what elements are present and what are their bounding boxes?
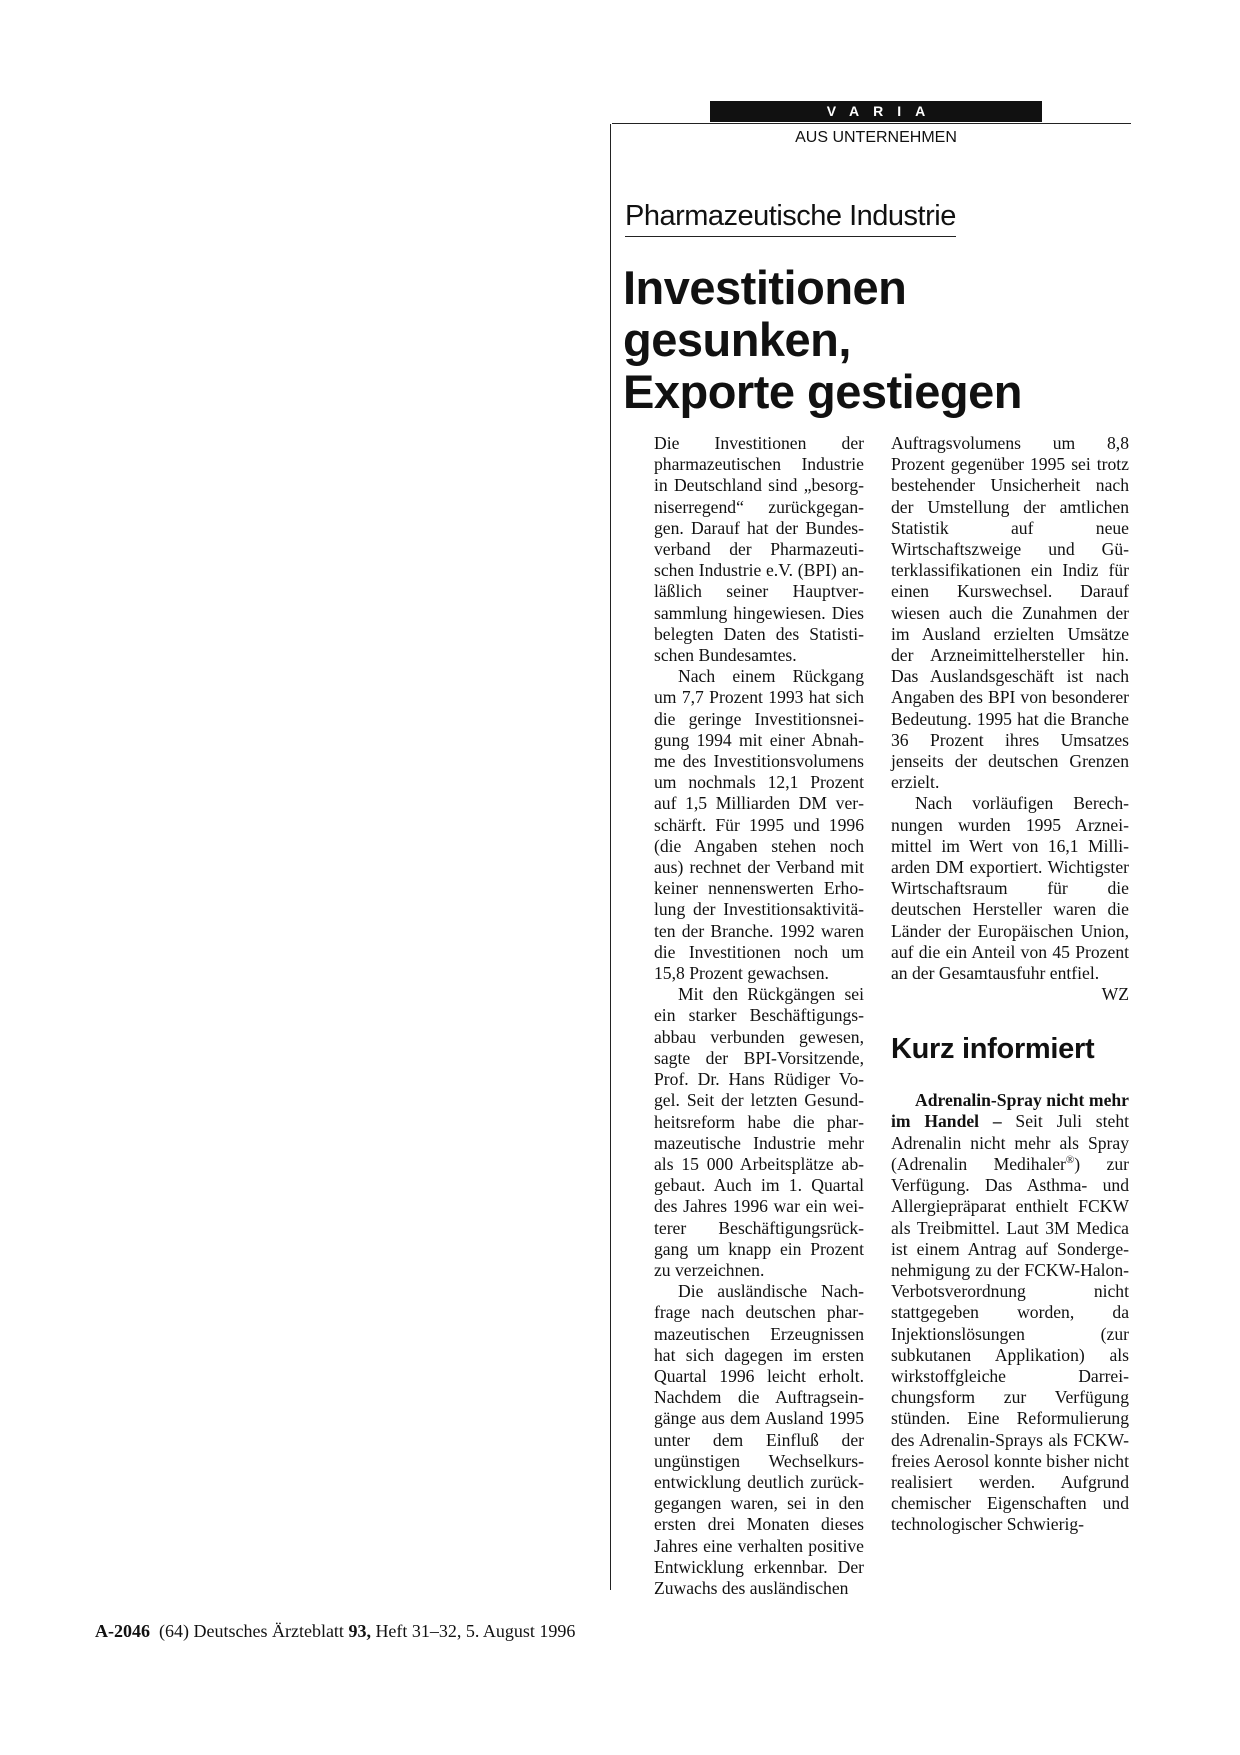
- issue-date: Heft 31–32, 5. August 1996: [375, 1621, 576, 1641]
- headline-line: Investitionen: [623, 261, 907, 314]
- kurz-text: Seit Juli steht Adrenalin nicht mehr als Spray (Adrenalin Medihaler: [891, 1111, 1130, 1174]
- article-column-right: [891, 433, 1129, 1536]
- header-rule: [612, 123, 1131, 124]
- article-paragraph: Auftragsvolumens um 8,8 Prozent gegenüber 1995 sei trotz bestehender Unsicherheit nach der Umstellung der amtlichen Statistik auf neue Wirtschaftszweige und Güterklassifikationen ein Indiz für einen Kurswechsel. Darauf wiesen auch die Zunahmen der im Ausland erzielten Umsätze der Arzneimittelhersteller hin. Das Auslandsgeschäft ist nach Angaben des BPI von besonderer Bedeutung. 1995 hat die Branche 36 Prozent ihres Umsatzes jenseits der deutschen Grenzen erzielt.: [891, 433, 1129, 793]
- article-paragraph: Nach einem Rückgang um 7,7 Prozent 1993 hat sich die geringe Investitionsneigung 1994 mit einer Abnahme des Investitionsvolumens um nochmals 12,1 Prozent auf 1,5 Milliarden DM verschärft. Für 1995 und 1996 (die Angaben stehen noch aus) rechnet der Verband mit keiner nennenswerten Erholung der Investitionsaktivitäten der Branche. 1992 waren die Investitionen noch um 15,8 Prozent gewachsen.: [654, 666, 864, 984]
- section-bar: VARIA: [710, 101, 1042, 122]
- headline-line: Exporte gestiegen: [623, 365, 1022, 418]
- journal-name: (64) Deutsches Ärzteblatt: [159, 1621, 344, 1641]
- registered-mark: ®: [1065, 1154, 1075, 1167]
- kurz-informiert-heading: Kurz informiert: [891, 1033, 1095, 1066]
- kurz-paragraph: [891, 1090, 1129, 1535]
- column-rule: [610, 124, 611, 1590]
- article-headline: [623, 262, 1123, 418]
- page-number: A-2046: [95, 1621, 150, 1641]
- subsection-label: AUS UNTERNEHMEN: [795, 129, 957, 146]
- article-paragraph: Die Investitionen der pharmazeutischen Industrie in Deutschland sind „besorgniserregend“ zurückgegangen. Darauf hat der Bundesverband der Pharmazeutischen Industrie e.V. (BPI) anläßlich seiner Hauptversammlung hingewiesen. Dies belegten Daten des Statistischen Bundesamtes.: [654, 433, 864, 666]
- article-paragraph: Die ausländische Nachfrage nach deutschen pharmazeutischen Erzeugnissen hat sich dagegen im ersten Quartal 1996 leicht erholt. Nachdem die Auftragseingänge aus dem Ausland 1995 unter dem Einfluß der ungünstigen Wechselkursentwicklung deutlich zurückgegangen waren, sei in den ersten drei Monaten dieses Jahres eine verhalten positive Entwicklung erkennbar. Der Zuwachs des ausländischen: [654, 1281, 864, 1598]
- article-column-left: [654, 433, 864, 1599]
- article-paragraph: [891, 793, 1129, 1005]
- page-footer: [95, 1620, 575, 1642]
- volume-number: 93,: [348, 1621, 371, 1641]
- article-paragraph-text: Nach vorläufigen Berechnungen wurden 1995 Arzneimittel im Wert von 16,1 Milliarden DM exportiert. Wichtigster Wirtschaftsraum für die deutschen Hersteller waren die Länder der Europäischen Union, auf die ein Anteil von 45 Prozent an der Gesamtausfuhr entfiel.: [891, 793, 1129, 984]
- kurz-lead: Adrenalin-Spray nicht mehr im Handel –: [891, 1090, 1129, 1132]
- author-signature: WZ: [1101, 984, 1129, 1005]
- article-kicker: Pharmazeutische Industrie: [625, 198, 956, 237]
- headline-line: gesunken,: [623, 313, 851, 366]
- kurz-text: ) zur Verfügung. Das Asthma- und Allergiepräparat enthielt FCKW als Treibmittel. Laut 3M Medica ist einem Antrag auf Sondergenehmigung zu der FCKW-Halon-Verbotsverordnung nicht stattgegeben worden, da Injektionslösungen (zur subkutanen Applikation) als wirkstoffgleiche Darreichungsform zur Verfügung stünden. Eine Reformulierung des Adrenalin-Sprays als FCKW-freies Aerosol konnte bisher nicht realisiert werden. Aufgrund chemischer Eigenschaften und technologischer Schwierig-: [891, 1153, 1129, 1535]
- article-paragraph: Mit den Rückgängen sei ein starker Beschäftigungsabbau verbunden gewesen, sagte der BPI-Vorsitzende, Prof. Dr. Hans Rüdiger Vogel. Seit der letzten Gesundheitsreform habe die pharmazeutische Industrie mehr als 15 000 Arbeitsplätze abgebaut. Auch im 1. Quartal des Jahres 1996 war ein weiterer Beschäftigungsrückgang um knapp ein Prozent zu verzeichnen.: [654, 984, 864, 1280]
